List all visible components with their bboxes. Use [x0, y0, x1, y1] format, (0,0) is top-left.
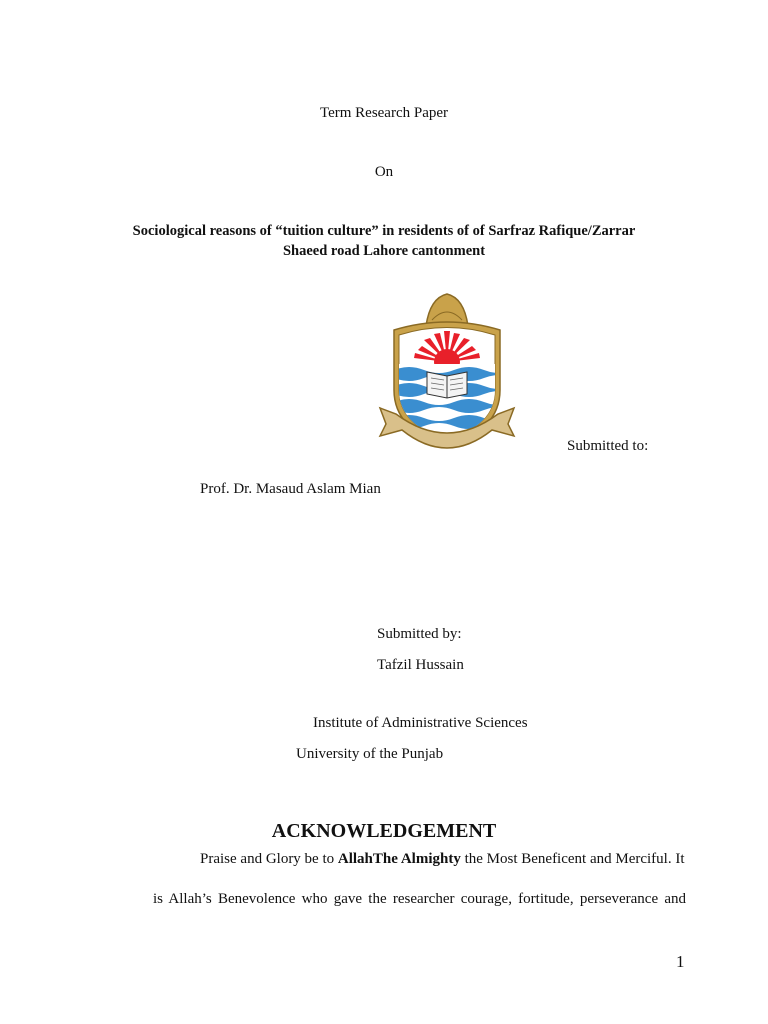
para1-text-start: Praise and Glory be to	[200, 851, 338, 867]
submitted-by-label: Submitted by:	[377, 626, 462, 642]
on-label: On	[374, 164, 394, 180]
acknowledgement-paragraph-line-1	[200, 850, 687, 868]
acknowledgement-paragraph-line-2: is Allah’s Benevolence who gave the researcher courage, fortitude, perseverance and	[153, 891, 686, 907]
paper-title-line-2: Shaeed road Lahore cantonment	[282, 243, 486, 259]
institute-name: Institute of Administrative Sciences	[313, 715, 528, 731]
supervisor-name: Prof. Dr. Masaud Aslam Mian	[200, 481, 381, 497]
para1-text-end: the Most Beneficent and Merciful. It	[460, 851, 685, 867]
paper-title-line-1: Sociological reasons of “tuition culture” in residents of of Sarfraz Rafique/Zarrar	[132, 223, 636, 239]
book-icon	[427, 372, 467, 398]
author-name: Tafzil Hussain	[377, 657, 464, 673]
acknowledgement-heading: ACKNOWLEDGEMENT	[271, 820, 497, 842]
para1-bold-text: AllahThe Almighty	[337, 851, 461, 867]
crown-icon	[426, 294, 468, 326]
submitted-to-label: Submitted to:	[567, 438, 649, 454]
paper-type: Term Research Paper	[319, 105, 449, 121]
page-number: 1	[676, 952, 685, 971]
university-name: University of the Punjab	[296, 746, 444, 762]
university-crest-logo	[374, 290, 520, 460]
